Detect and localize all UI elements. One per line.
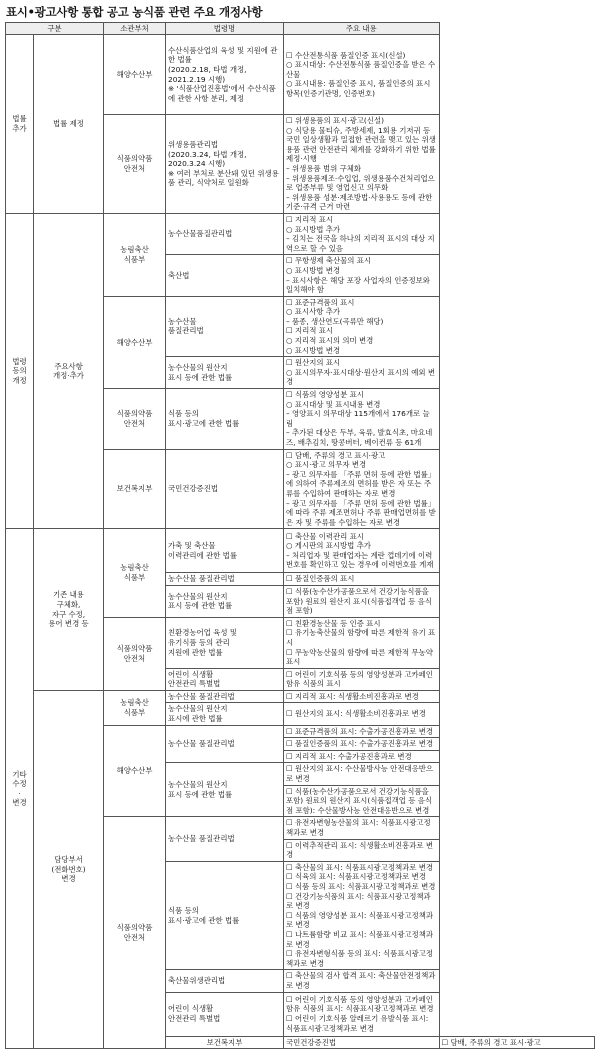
content-cell: ☐ 품질인증품의 표시 [284,573,440,586]
category-cell: 기타 수정 · 변경 [6,529,34,1049]
content-cell: ☐ 유전자변형농산물의 표시: 식품표시광고정책과로 변경 [284,817,440,839]
content-cell: ☐ 축산물의 검사 합격 표시: 축산물안전정책과로 변경 [284,970,440,992]
header-main-content: 주요 내용 [284,23,440,35]
content-cell: ☐ 축산물 이력관리 표시 ○ 게시판의 표시방법 추가 – 처리업자 및 판매업자는 계란 껍데기에 이력번호를 확인하고 있는 경우에 이력번호를 게재 [284,529,440,573]
law-cell: 농수산물 품질관리법 [166,725,284,763]
content-cell: ☐ 식품(농수산가공품으로서 건강기능식품을 포함) 원료의 원산지 표시(식품접객업 등 음식점 포함): 수산물방사능 안전대응반으로 변경 [284,785,440,817]
law-cell: 농수산물품질관리법 [166,213,284,254]
content-cell: ☐ 지리적 표시: 식생활소비진흥과로 변경 [284,690,440,703]
law-cell: 수산식품산업의 육성 및 지원에 관한 법률 (2020.2.18, 타법 개정, 2021.2.19 시행) ※ '식품산업진흥법'에서 수산식품에 관한 사항 분리, 제정 [166,35,284,115]
law-cell: 어린이 식생활 안전관리 특별법 [166,668,284,690]
department-cell: 해양수산부 [104,35,166,115]
content-cell: ☐ 무항생제 축산물의 표시 ○ 표시방법 변경 – 표시사항은 해당 포장 사업자의 인증정보와 일치해야 함 [284,255,440,296]
law-cell: 농수산물 품질관리법 [166,817,284,861]
law-cell: 농수산물의 원산지 표시 등에 관한 법률 [166,357,284,389]
department-cell: 농림축산 식품부 [104,213,166,296]
content-cell: ☐ 어린이 기호식품 등의 영양성분과 고카페인 함유 식품의 표시: 식품표시광고정책과로 변경 ☐ 어린이 기호식품 알레르기 유발식품 표시: 식품표시광고정책과로 변경 [284,992,440,1036]
department-cell: 해양수산부 [104,725,166,817]
department-cell: 식품의약품 안전처 [104,389,166,450]
header-law-name: 법령명 [166,23,284,35]
table-row [6,529,595,573]
law-cell: 국민건강증진법 [284,1036,440,1049]
content-cell: ☐ 원산지의 표시: 수산물방사능 안전대응반으로 변경 [284,763,440,785]
amendment-table [5,22,595,1049]
table-row [6,690,595,703]
law-cell: 가축 및 축산물 이력관리에 관한 법률 [166,529,284,573]
category-cell: 법률 추가 [6,35,34,214]
content-cell: ☐ 원산지의 표시 ○ 표시의무자·표시대상·원산지 표시의 예외 변경 [284,357,440,389]
department-cell: 식품의약품 안전처 [104,115,166,214]
header-category: 구분 [6,23,104,35]
law-cell: 위생용품관리법 (2020.3.24, 타법 개정, 2020.3.24 시행) ※ 여러 부처로 분산돼 있던 위생용품 관리, 식약처로 일원화 [166,115,284,214]
law-cell: 농수산물의 원산지 표시에 관한 법률 [166,703,284,725]
content-cell: ☐ 어린이 기호식품 등의 영양성분과 고카페인 함유 식품의 표시 [284,668,440,690]
content-cell: ☐ 품질인증품의 표시: 수출가공진흥과로 변경 [284,738,440,751]
law-cell: 식품 등의 표시·광고에 관한 법률 [166,861,284,970]
department-cell: 해양수산부 [104,296,166,388]
department-cell: 농림축산 식품부 [104,529,166,617]
content-cell: ☐ 수산전통식품 품질인증 표시(신설) ○ 표시대상: 수산전통식품 품질인증을 받은 수산물 ○ 표시내용: 품질인증 표시, 품질인증의 표시항목(인증기관명, 인증번호) [284,35,440,115]
law-cell: 농수산물 품질관리법 [166,690,284,703]
content-cell: ☐ 지리적 표시: 수출가공진흥과로 변경 [284,750,440,763]
subcategory-cell: 법률 제정 [34,35,104,214]
content-cell: ☐ 담배, 주류의 경고 표시·광고 [439,1036,595,1049]
law-cell: 농수산물 품질관리법 [166,573,284,586]
law-cell: 농수산물의 원산지 표시 등에 관한 법률 [166,763,284,817]
table-row [6,213,595,254]
subcategory-cell: 담당부서 (전화번호) 변경 [34,690,104,1048]
category-cell: 법령 등의 개정 [6,213,34,528]
content-cell: ☐ 식품의 영양성분 표시 ○ 표시대상 및 표시내용 변경 – 영양표시 의무대상 115개에서 176개로 늘림 – 추가된 대상은 두부, 육류, 발효식초, 마요네즈, 배추김치, 땅콩버터, 베이컨류 등 61개 [284,389,440,450]
law-cell: 어린이 식생활 안전관리 특별법 [166,992,284,1036]
department-cell: 식품의약품 안전처 [104,617,166,690]
content-cell: ☐ 담배, 주류의 경고 표시·광고 ○ 표시·광고 의무자 변경 – 광고 의무자를 「주류 면허 등에 관한 법률」에 의하여 주류제조의 면허를 받은 자 또는 주류를 수입하여 판매하는 자로 변경 – 광고 의무자를 「주류 면허 등에 관한 법률」에 따라 주류 제조면허나 주류 판매업면허를 받은 자 및 주류를 수입하는 자로 변경 [284,449,440,529]
header-department: 소관부처 [104,23,166,35]
content-cell: ☐ 표준규격품의 표시: 수출가공진흥과로 변경 [284,725,440,738]
law-cell: 국민건강증진법 [166,449,284,529]
subcategory-cell: 기존 내용 구체화, 자구 수정, 용어 변경 등 [34,529,104,691]
content-cell: ☐ 위생용품의 표시·광고(신설) ○ 식당용 물티슈, 주방세제, 1회용 기저귀 등 국민 일상생활과 밀접한 관련을 맺고 있는 위생용품 관련 안전관리 체계를 강화하기 위한 법률 제정·시행 – 위생용품 범위 구체화 – 위생용품제조·수입업, 위생용품수건처리업으로 업종부류 및 영업신고 의무화 – 위생용품 성분·제조방법·사용용도 등에 관한 기준·규격 근거 마련 [284,115,440,214]
content-cell: ☐ 표준규격품의 표시 ○ 표시사항 추가 – 품종, 생산연도(곡류만 해당) ☐ 지리적 표시 ○ 지리적 표시의 의미 변경 ○ 표시방법 변경 [284,296,440,357]
content-cell: ☐ 축산물의 표시: 식품표시광고정책과로 변경 ☐ 식육의 표시: 식품표시광고정책과로 변경 ☐ 식품 등의 표시: 식품표시광고정책과로 변경 ☐ 건강기능식품의 표시: 식품표시광고정책과로 변경 ☐ 식품의 영양성분 표시: 식품표시광고정책과로 변경 ☐ 나트륨함량 비교 표시: 식품표시광고정책과로 변경 ☐ 유전자변형식품 등의 표시: 식품표시광고정책과로 변경 [284,861,440,970]
law-cell: 축산법 [166,255,284,296]
law-cell: 친환경농어업 육성 및 유기식품 등의 관리 지원에 관한 법률 [166,617,284,668]
law-cell: 식품 등의 표시·광고에 관한 법률 [166,389,284,450]
department-cell: 보건복지부 [104,449,166,529]
department-cell: 식품의약품 안전처 [104,817,166,1049]
content-cell: ☐ 이력추적관리 표시: 식생활소비진흥과로 변경 [284,839,440,861]
law-cell: 농수산물의 원산지 표시 등에 관한 법률 [166,585,284,617]
department-cell: 농림축산 식품부 [104,690,166,725]
table-header [6,23,595,35]
department-cell: 보건복지부 [166,1036,284,1049]
content-cell: ☐ 지리적 표시 ○ 표시방법 추가 – 김치는 전국을 하나의 지리적 표시의 대상 지역으로 할 수 있음 [284,213,440,254]
content-cell: ☐ 친환경농산물 등 인증 표시 ☐ 유기농축산물의 함량에 따른 제한적 유기 표시 ☐ 무농약농산물의 함량에 따른 제한적 무농약 표시 [284,617,440,668]
page-title: 표시•광고사항 통합 공고 농식품 관련 주요 개정사항 [6,5,263,19]
content-cell: ☐ 식품(농수산가공품으로서 건강기능식품을 포함) 원료의 원산지 표시(식품접객업 등 음식점 포함) [284,585,440,617]
subcategory-cell: 주요사항 개정·추가 [34,213,104,528]
table-row [6,35,595,115]
content-cell: ☐ 원산지의 표시: 식생활소비진흥과로 변경 [284,703,440,725]
law-cell: 축산물위생관리법 [166,970,284,992]
law-cell: 농수산물 품질관리법 [166,296,284,357]
